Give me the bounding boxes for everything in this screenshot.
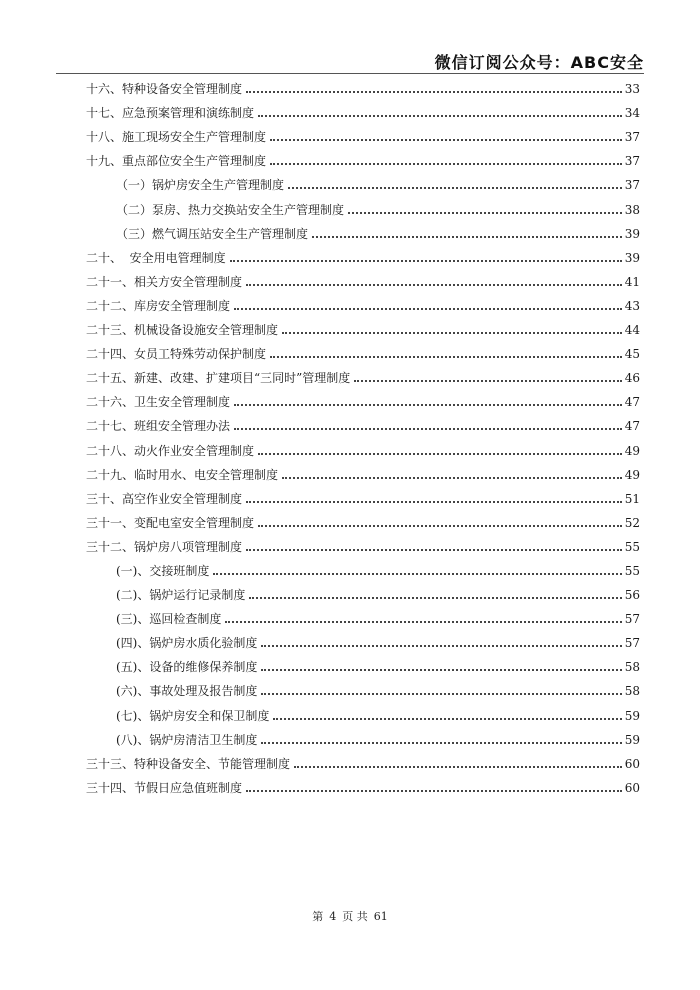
toc-entry-page: 49 [624, 467, 640, 482]
toc-entry-page: 33 [624, 82, 640, 97]
toc-entry-page: 46 [624, 371, 640, 386]
toc-entry[interactable] [86, 698, 640, 722]
toc-entry-page: 60 [624, 756, 640, 771]
toc-entry-page: 58 [624, 660, 640, 675]
toc-entry-title: (八)、锅炉房清洁卫生制度 [116, 732, 258, 747]
toc-entry-page: 59 [624, 732, 640, 747]
toc-entry-page: 55 [624, 563, 640, 578]
toc-entry[interactable] [86, 409, 640, 433]
toc-entry-title: 二十三、机械设备设施安全管理制度 [86, 323, 279, 338]
toc-entry-title: 二十、 安全用电管理制度 [86, 250, 226, 265]
toc-dot-leader [213, 573, 621, 575]
toc-dot-leader [246, 790, 622, 792]
header-brand: 微信订阅公众号：ABC安全 [434, 53, 644, 72]
toc-entry-title: (二)、锅炉运行记录制度 [116, 588, 246, 603]
toc-entry-page: 49 [624, 443, 640, 458]
toc-entry[interactable] [86, 433, 640, 457]
toc-entry[interactable] [86, 72, 640, 96]
toc-entry-title: (一)、交接班制度 [116, 563, 210, 578]
toc-entry[interactable] [86, 144, 640, 168]
toc-entry-title: 十七、应急预案管理和演练制度 [86, 106, 255, 121]
toc-entry-title: 二十八、动火作业安全管理制度 [86, 443, 255, 458]
toc-entry-page: 47 [624, 395, 640, 410]
toc-entry-page: 55 [624, 539, 640, 554]
toc-entry-title: (四)、锅炉房水质化验制度 [116, 636, 258, 651]
toc-dot-leader [288, 187, 622, 189]
toc-entry[interactable] [86, 337, 640, 361]
toc-entry-title: 三十、高空作业安全管理制度 [86, 491, 243, 506]
toc-dot-leader [246, 284, 622, 286]
toc-entry-title: （二）泵房、热力交换站安全生产管理制度 [116, 202, 345, 217]
toc-entry-page: 41 [624, 274, 640, 289]
footer-total-pages: 61 [373, 910, 388, 923]
toc-entry[interactable] [86, 361, 640, 385]
toc-entry[interactable] [86, 217, 640, 241]
toc-entry-title: 二十五、新建、改建、扩建项目“三同时”管理制度 [86, 371, 351, 386]
toc-dot-leader [258, 115, 622, 117]
toc-entry[interactable] [86, 530, 640, 554]
toc-dot-leader [261, 693, 621, 695]
footer-prefix: 第 [312, 910, 324, 923]
toc-dot-leader [270, 139, 622, 141]
toc-dot-leader [270, 163, 622, 165]
toc-entry[interactable] [86, 747, 640, 771]
toc-entry-page: 38 [624, 202, 640, 217]
footer-middle: 页 共 [342, 910, 368, 923]
toc-dot-leader [258, 525, 622, 527]
toc-entry-page: 52 [624, 515, 640, 530]
toc-dot-leader [282, 332, 622, 334]
toc-entry-page: 51 [624, 491, 640, 506]
toc-dot-leader [246, 549, 622, 551]
toc-entry-page: 45 [624, 347, 640, 362]
toc-dot-leader [230, 260, 622, 262]
toc-entry-page: 58 [624, 684, 640, 699]
toc-entry[interactable] [86, 482, 640, 506]
toc-entry[interactable] [86, 723, 640, 747]
toc-entry-title: 二十二、库房安全管理制度 [86, 298, 231, 313]
toc-entry-page: 44 [624, 323, 640, 338]
toc-entry-title: (七)、锅炉房安全和保卫制度 [116, 708, 270, 723]
toc-entry-page: 39 [624, 250, 640, 265]
toc-entry[interactable] [86, 289, 640, 313]
toc-entry[interactable] [86, 385, 640, 409]
toc-entry-title: 十八、施工现场安全生产管理制度 [86, 130, 267, 145]
toc-entry[interactable] [86, 650, 640, 674]
toc-entry-title: 三十四、节假日应急值班制度 [86, 780, 243, 795]
table-of-contents [86, 72, 640, 795]
toc-dot-leader [261, 742, 621, 744]
toc-dot-leader [246, 91, 622, 93]
toc-entry[interactable] [86, 313, 640, 337]
toc-dot-leader [282, 477, 622, 479]
toc-dot-leader [270, 356, 622, 358]
toc-entry[interactable] [86, 602, 640, 626]
toc-entry-title: 二十一、相关方安全管理制度 [86, 274, 243, 289]
toc-dot-leader [234, 428, 622, 430]
toc-entry-page: 57 [624, 636, 640, 651]
toc-dot-leader [273, 718, 621, 720]
toc-entry-title: 三十二、锅炉房八项管理制度 [86, 539, 243, 554]
toc-entry[interactable] [86, 506, 640, 530]
toc-entry-title: 三十一、变配电室安全管理制度 [86, 515, 255, 530]
toc-dot-leader [261, 669, 621, 671]
toc-entry-title: (六)、事故处理及报告制度 [116, 684, 258, 699]
page-footer [0, 908, 700, 924]
toc-entry-title: (三)、巡回检查制度 [116, 612, 222, 627]
toc-entry-page: 37 [624, 154, 640, 169]
toc-dot-leader [261, 645, 621, 647]
toc-entry[interactable] [86, 96, 640, 120]
toc-entry-title: （三）燃气调压站安全生产管理制度 [116, 226, 309, 241]
toc-entry[interactable] [86, 578, 640, 602]
toc-entry-page: 37 [624, 178, 640, 193]
footer-current-page: 4 [329, 910, 337, 923]
toc-entry[interactable] [86, 265, 640, 289]
toc-dot-leader [246, 501, 622, 503]
toc-dot-leader [225, 621, 621, 623]
toc-dot-leader [294, 766, 622, 768]
toc-entry[interactable] [86, 458, 640, 482]
toc-entry[interactable] [86, 120, 640, 144]
toc-dot-leader [249, 597, 621, 599]
toc-entry-page: 59 [624, 708, 640, 723]
toc-entry[interactable] [86, 168, 640, 192]
toc-entry-page: 60 [624, 780, 640, 795]
toc-entry-page: 37 [624, 130, 640, 145]
toc-entry[interactable] [86, 626, 640, 650]
toc-entry-title: (五)、设备的维修保养制度 [116, 660, 258, 675]
toc-entry[interactable] [86, 192, 640, 216]
toc-dot-leader [354, 380, 621, 382]
toc-dot-leader [234, 404, 622, 406]
toc-entry[interactable] [86, 241, 640, 265]
toc-entry-title: 二十四、女员工特殊劳动保护制度 [86, 347, 267, 362]
toc-dot-leader [234, 308, 622, 310]
toc-entry-title: 二十九、临时用水、电安全管理制度 [86, 467, 279, 482]
toc-entry-title: 十九、重点部位安全生产管理制度 [86, 154, 267, 169]
toc-entry-title: 二十六、卫生安全管理制度 [86, 395, 231, 410]
toc-entry-title: 十六、特种设备安全管理制度 [86, 82, 243, 97]
toc-entry-title: （一）锅炉房安全生产管理制度 [116, 178, 285, 193]
toc-entry[interactable] [86, 554, 640, 578]
toc-entry-page: 47 [624, 419, 640, 434]
toc-dot-leader [258, 453, 622, 455]
toc-entry-page: 39 [624, 226, 640, 241]
toc-entry-page: 57 [624, 612, 640, 627]
toc-entry-title: 二十七、班组安全管理办法 [86, 419, 231, 434]
toc-dot-leader [312, 236, 622, 238]
toc-entry[interactable] [86, 674, 640, 698]
toc-dot-leader [348, 212, 622, 214]
toc-entry-page: 56 [624, 588, 640, 603]
toc-entry-title: 三十三、特种设备安全、节能管理制度 [86, 756, 291, 771]
toc-entry[interactable] [86, 771, 640, 795]
toc-entry-page: 43 [624, 298, 640, 313]
toc-entry-page: 34 [624, 106, 640, 121]
